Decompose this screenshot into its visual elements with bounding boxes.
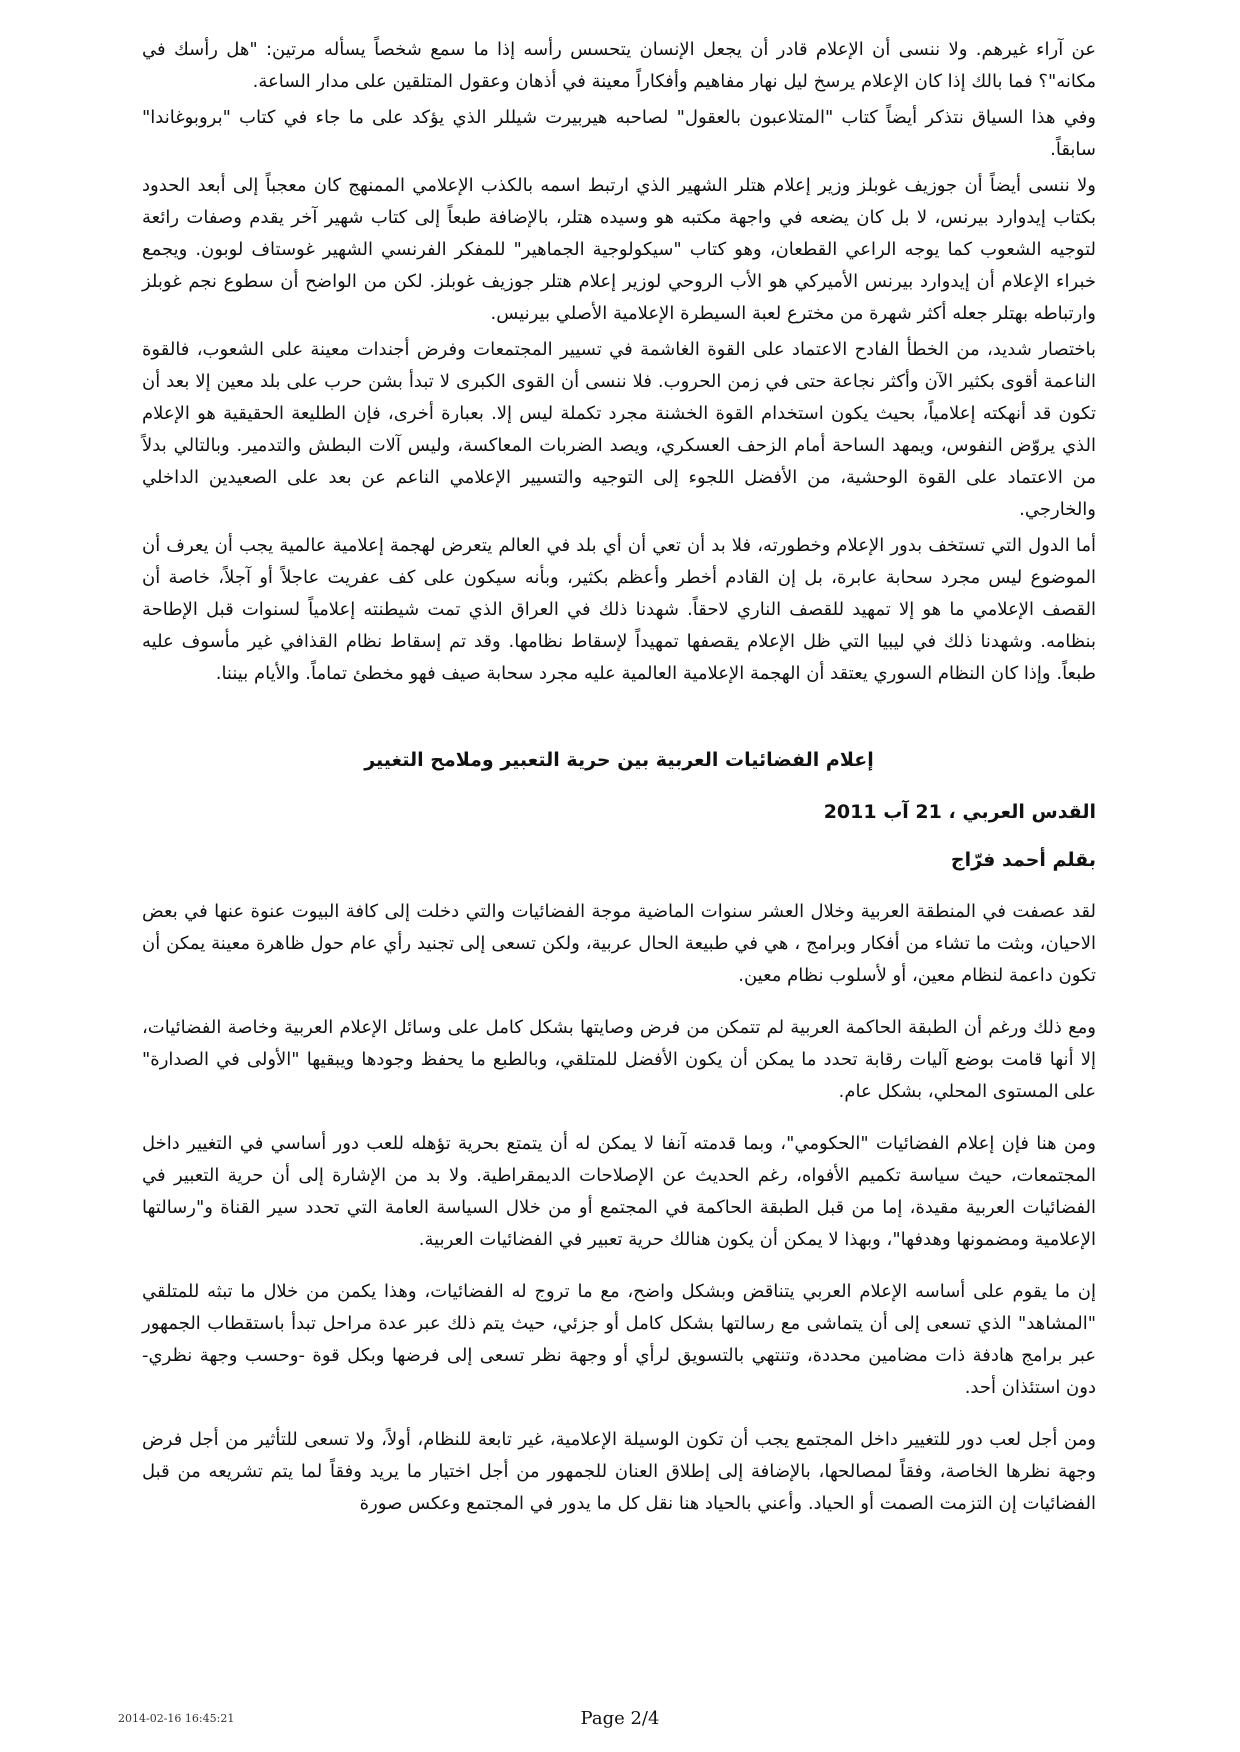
paragraph: وفي هذا السياق نتذكر أيضاً كتاب "المتلاعبون بالعقول" لصاحبه هيربيرت شيللر الذي يؤكد على ما جاء في كتاب "بروبوغاندا" سابقاً. — [142, 107, 1096, 160]
page-footer — [0, 1708, 1240, 1732]
page-number: Page 2/4 — [580, 1708, 660, 1729]
article-title: إعلام الفضائيات العربية بين حرية التعبير وملامح التغيير — [364, 749, 874, 771]
paragraph: ومن أجل لعب دور للتغيير داخل المجتمع يجب أن تكون الوسيلة الإعلامية، غير تابعة للنظام، أولاً، ولا تسعى للتأثير من أجل فرض وجهة نظرها الخاصة، وفقاً لمصالحها، بالإضافة إلى إطلاق العنان للجمهور من أجل اختيار ما يريد وفقاً لما يتم تشريعه من قبل الفضائيات إن التزمت الصمت أو الحياد. وأعني بالحياد هنا نقل كل ما يدور في المجتمع وعكس صورة — [142, 1429, 1096, 1514]
paragraph: إن ما يقوم على أساسه الإعلام العربي يتناقض وبشكل واضح، مع ما تروج له الفضائيات، وهذا يكمن من خلال ما تبثه للمتلقي "المشاهد" الذي تسعى إلى أن يتماشى مع رسالتها بشكل كامل أو جزئي، حيث يتم ذلك عبر عدة مراحل تبدأ باستقطاب الجمهور عبر برامج هادفة ذات مضامين محددة، وتنتهي بالتسويق لرأي أو وجهة نظر تسعى إلى فرضها وبكل قوة -وحسب وجهة نظري- دون استئذان أحد. — [142, 1281, 1096, 1398]
paragraph: ومن هنا فإن إعلام الفضائيات "الحكومي"، وبما قدمته آنفا لا يمكن له أن يتمتع بحرية تؤهله للعب دور أساسي في التغيير داخل المجتمعات، حيث سياسة تكميم الأفواه، رغم الحديث عن الإصلاحات الديمقراطية. ولا بد من الإشارة إلى أن حرية التعبير في الفضائيات العربية مقيدة، إما من قبل الطبقة الحاكمة في المجتمع أو من خلال السياسة العامة التي تحدد سير القناة و"رسالتها الإعلامية ومضمونها وهدفها"، وبهذا لا يمكن أن يكون هنالك حرية تعبير في الفضائيات العربية. — [142, 1133, 1096, 1250]
article-author: بقلم أحمد فرّاج — [950, 849, 1096, 871]
paragraph: ومع ذلك ورغم أن الطبقة الحاكمة العربية لم تتمكن من فرض وصايتها بشكل كامل على وسائل الإعلام العربية وخاصة الفضائيات، إلا أنها قامت بوضع آليات رقابة تحدد ما يمكن أن يكون الأفضل للمتلقي، وبالطبع ما يحفظ وجودها ويبقيها "الأولى في الصدارة" على المستوى المحلي، بشكل عام. — [142, 1017, 1096, 1102]
page-content — [142, 34, 1096, 1520]
print-timestamp: 2014-02-16 16:45:21 — [118, 1712, 235, 1725]
paragraph: باختصار شديد، من الخطأ الفادح الاعتماد على القوة الغاشمة في تسيير المجتمعات وفرض أجندات معينة على الشعوب، فالقوة الناعمة أقوى بكثير الآن وأكثر نجاعة حتى في زمن الحروب. فلا ننسى أن القوى الكبرى لا تبدأ بشن حرب على بلد معين إلا بعد أن تكون قد أنهكته إعلامياً، بحيث يكون استخدام القوة الخشنة مجرد تكملة ليس إلا. بعبارة أخرى، فإن الطليعة الحقيقية هو الإعلام الذي يروّض النفوس، ويمهد الساحة أمام الزحف العسكري، ويصد الضربات المعاكسة، وليس آلات البطش والتدمير. وبالتالي بدلاً من الاعتماد على القوة الوحشية، من الأفضل اللجوء إلى التوجيه والتسيير الإعلامي الناعم عن بعد على الصعيدين الداخلي والخارجي. — [142, 339, 1096, 520]
paragraph: أما الدول التي تستخف بدور الإعلام وخطورته، فلا بد أن تعي أن أي بلد في العالم يتعرض لهجمة إعلامية عالمية يجب أن يعرف أن الموضوع ليس مجرد سحابة عابرة، بل إن القادم أخطر وأعظم بكثير، وبأنه سيكون على كف عفريت عاجلاً أو آجلاً، خاصة أن القصف الإعلامي ما هو إلا تمهيد للقصف الناري لاحقاً. شهدنا ذلك في العراق الذي تمت شيطنته إعلامياً لسنوات قبل الإطاحة بنظامه. وشهدنا ذلك في ليبيا التي ظل الإعلام يقصفها تمهيداً لإسقاط نظامها. وقد تم إسقاط نظام القذافي غير مأسوف عليه طبعاً. وإذا كان النظام السوري يعتقد أن الهجمة الإعلامية العالمية عليه مجرد سحابة صيف فهو مخطئ تماماً. والأيام بيننا. — [142, 535, 1096, 684]
paragraph: عن آراء غيرهم. ولا ننسى أن الإعلام قادر أن يجعل الإنسان يتحسس رأسه إذا ما سمع شخصاً يسأله مرتين: "هل رأسك في مكانه"؟ فما بالك إذا كان الإعلام يرسخ ليل نهار مفاهيم وأفكاراً معينة في أذهان وعقول المتلقين على مدار الساعة. — [142, 39, 1096, 92]
paragraph: لقد عصفت في المنطقة العربية وخلال العشر سنوات الماضية موجة الفضائيات والتي دخلت إلى كافة البيوت عنوة عنها في بعض الاحيان، وبثت ما تشاء من أفكار وبرامج ، هي في طبيعة الحال عربية، ولكن تسعى إلى تجنيد رأي عام حول ظاهرة معينة يمكن أن تكون داعمة لنظام معين، أو لأسلوب نظام معين. — [142, 901, 1096, 986]
article-source: القدس العربي ، 21 آب 2011 — [823, 801, 1096, 823]
paragraph: ولا ننسى أيضاً أن جوزيف غوبلز وزير إعلام هتلر الشهير الذي ارتبط اسمه بالكذب الإعلامي الممنهج كان معجباً إلى أبعد الحدود بكتاب إيدوارد بيرنس، لا بل كان يضعه في واجهة مكتبه هو وسيده هتلر، بالإضافة طبعاً إلى كتاب شهير آخر يقدم وصفات رائعة لتوجيه الشعوب كما يوجه الراعي القطعان، وهو كتاب "سيكولوجية الجماهير" للمفكر الفرنسي الشهير غوستاف لوبون. ويجمع خبراء الإعلام أن إيدوارد بيرنس الأميركي هو الأب الروحي لوزير إعلام هتلر جوزيف غوبلز. لكن من الواضح أن سطوع نجم غوبلز وارتباطه بهتلر جعله أكثر شهرة من مخترع لعبة السيطرة الإعلامية الأصلي بيرنيس. — [142, 175, 1096, 324]
